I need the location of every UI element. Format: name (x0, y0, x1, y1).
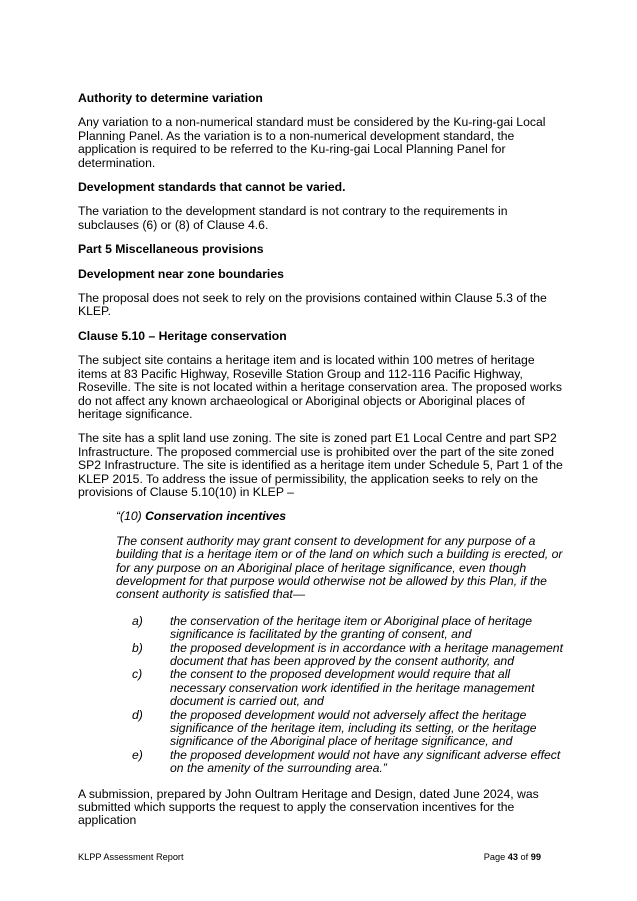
list-marker: b) (132, 640, 143, 655)
part5-heading: Part 5 Miscellaneous provisions (78, 242, 264, 257)
zone-text: The proposal does not seek to rely on the provisions contained within Clause 5.3 of the KLEP. (78, 291, 547, 319)
list-item-text: the consent to the proposed development would require that all necessary conservation work identified in the heritage management document is carried out, and (170, 667, 535, 709)
heritage-paragraph-2: The site has a split land use zoning. The site is zoned part E1 Local Centre and part SP2 Infrastructure. The proposed commercial use is prohibited over the part of the site zoned SP2 Infrastructure. The site is identified as a heritage item under Schedule 5, Part 1 of the KLEP 2015. To address the issue of permissibility, the application seeks to rely on the provisions of Clause 5.10(10) in KLEP – (78, 431, 563, 499)
list-item-text: the proposed development is in accordance with a heritage management document that has been approved by the consent authority, and (170, 640, 563, 668)
closing-paragraph: A submission, prepared by John Oultram Heritage and Design, dated June 2024, was submitted which supports the request to apply the conservation incentives for the application (78, 786, 539, 828)
list-item (132, 749, 564, 776)
list-item (132, 615, 564, 642)
heritage-heading: Clause 5.10 – Heritage conservation (78, 328, 287, 343)
footer-page-total: 99 (530, 852, 541, 862)
list-marker: d) (132, 707, 143, 722)
clause-quote (116, 510, 564, 775)
cannot-vary-text: The variation to the development standard is not contrary to the requirements in subclauses (6) or (8) of Clause 4.6. (78, 204, 508, 232)
list-item-text: the conservation of the heritage item or Aboriginal place of heritage significance is facilitated by the granting of consent, and (170, 613, 533, 642)
page-footer (78, 852, 541, 863)
list-item-text: the proposed development would not adversely affect the heritage significance of the heritage item, including its setting, or the heritage significance of the Aboriginal place of heritage significance, and (170, 707, 537, 749)
list-item (132, 709, 564, 749)
quote-heading-prefix: “(10) (116, 509, 146, 524)
footer-report-title: KLPP Assessment Report (78, 852, 184, 862)
page-content (78, 92, 564, 839)
quote-heading (116, 510, 564, 523)
list-item (132, 668, 564, 708)
heritage-paragraph-1: The subject site contains a heritage item and is located within 100 metres of heritage items at 83 Pacific Highway, Roseville Station Group and 112-116 Pacific Highway, Roseville. The site is not located within a heritage conservation area. The proposed works do not affect any known archaeological or Aboriginal objects or Aboriginal places of heritage significance. (78, 353, 562, 421)
footer-page-indicator (484, 852, 541, 863)
footer-of-word: of (517, 852, 531, 862)
footer-page-word: Page (483, 852, 508, 862)
list-marker: e) (132, 747, 143, 762)
footer-page-number: 43 (507, 852, 518, 862)
cannot-vary-heading: Development standards that cannot be varied. (78, 180, 346, 195)
conditions-list (116, 615, 564, 776)
list-marker: c) (132, 667, 143, 682)
quote-heading-title: Conservation incentives (145, 509, 287, 524)
list-marker: a) (132, 613, 143, 628)
list-item (132, 642, 564, 669)
zone-heading: Development near zone boundaries (78, 266, 284, 281)
authority-heading: Authority to determine variation (78, 91, 263, 105)
authority-text: Any variation to a non-numerical standard must be considered by the Ku-ring-gai Local Planning Panel. As the variation is to a non-numerical development standard, the application is required to be referred to the Ku-ring-gai Local Planning Panel for determination. (78, 115, 546, 170)
list-item-text: the proposed development would not have any significant adverse effect on the amenity of the surrounding area.” (170, 747, 561, 776)
quote-intro: The consent authority may grant consent to development for any purpose of a building that is a heritage item or of the land on which such a building is erected, or for any purpose on an Aboriginal place of heritage significance, even though development for that purpose would otherwise not be allowed by this Plan, if the consent authority is satisfied that— (116, 533, 563, 602)
